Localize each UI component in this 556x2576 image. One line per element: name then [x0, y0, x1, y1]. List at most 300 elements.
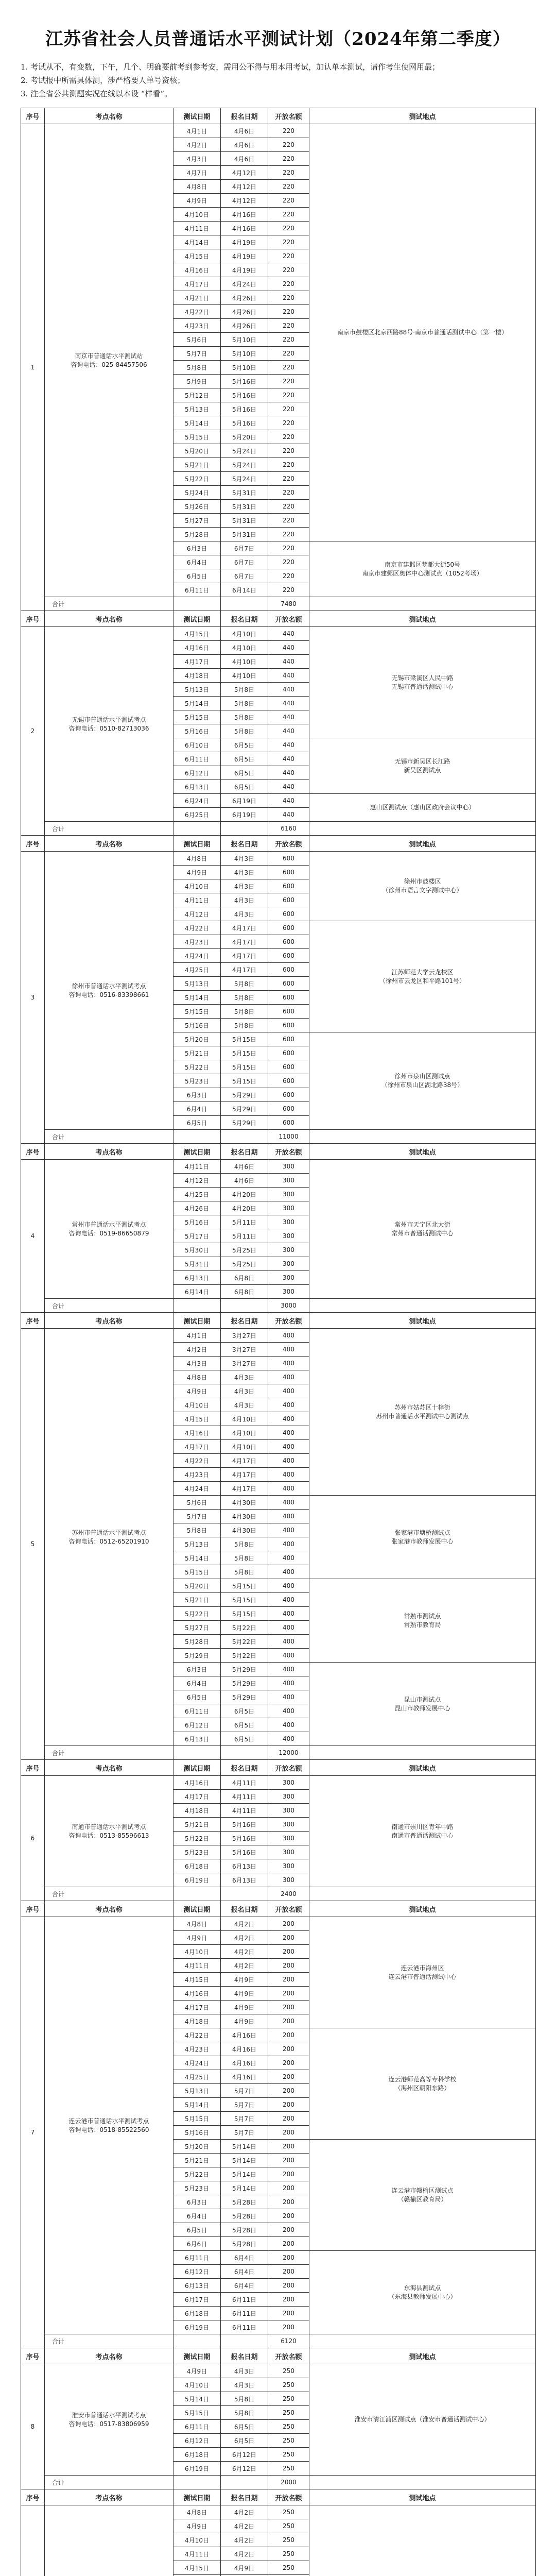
registration-date-cell: 4月17日	[221, 949, 268, 963]
test-date-cell: 5月9日	[173, 375, 221, 388]
registration-date-cell: 4月2日	[221, 2519, 268, 2533]
open-seats-cell: 400	[268, 1593, 309, 1607]
registration-date-cell: 4月9日	[221, 1987, 268, 2001]
test-date-cell: 4月22日	[173, 2028, 221, 2042]
test-date-cell: 5月16日	[173, 1215, 221, 1229]
test-date-cell: 6月3日	[173, 1088, 221, 1102]
test-place-cell: 苏州市姑苏区十梓街 苏州市普通话水平测试中心测试点	[309, 1329, 536, 1496]
header-seats: 开放名额	[268, 2348, 309, 2364]
open-seats-cell: 400	[268, 1579, 309, 1593]
registration-date-cell: 5月15日	[221, 1032, 268, 1046]
registration-date-cell: 5月22日	[221, 1635, 268, 1649]
registration-date-cell: 6月5日	[221, 1718, 268, 1732]
open-seats-cell: 220	[268, 361, 309, 375]
registration-date-cell: 6月7日	[221, 541, 268, 555]
header-org: 考点名称	[45, 836, 173, 852]
registration-date-cell: 4月6日	[221, 1160, 268, 1174]
open-seats-cell: 220	[268, 235, 309, 249]
open-seats-cell: 220	[268, 402, 309, 416]
open-seats-cell: 220	[268, 263, 309, 277]
registration-date-cell: 5月16日	[221, 1845, 268, 1859]
test-date-cell: 4月16日	[173, 1776, 221, 1790]
registration-date-cell: 4月10日	[221, 1440, 268, 1454]
registration-date-cell: 5月11日	[221, 1215, 268, 1229]
total-value: 6120	[268, 2334, 309, 2348]
open-seats-cell: 200	[268, 2098, 309, 2112]
registration-date-cell: 4月6日	[221, 124, 268, 138]
test-date-cell: 6月14日	[173, 1285, 221, 1299]
registration-date-cell: 6月4日	[221, 2251, 268, 2265]
registration-date-cell: 5月7日	[221, 2112, 268, 2126]
registration-date-cell: 4月26日	[221, 305, 268, 319]
registration-date-cell: 4月3日	[221, 1398, 268, 1412]
total-label: 合计	[45, 2476, 173, 2489]
open-seats-cell: 440	[268, 780, 309, 794]
open-seats-cell: 600	[268, 977, 309, 991]
test-date-cell: 5月12日	[173, 388, 221, 402]
test-date-cell: 4月11日	[173, 1959, 221, 1973]
total-spacer	[309, 1746, 536, 1760]
open-seats-cell: 300	[268, 1845, 309, 1859]
registration-date-cell: 5月8日	[221, 991, 268, 1005]
registration-date-cell: 5月28日	[221, 2195, 268, 2209]
registration-date-cell: 4月17日	[221, 935, 268, 949]
open-seats-cell: 220	[268, 458, 309, 472]
open-seats-cell: 400	[268, 1607, 309, 1621]
section-number	[21, 2505, 45, 2576]
test-place-cell	[309, 2505, 536, 2576]
test-date-cell: 5月13日	[173, 402, 221, 416]
open-seats-cell: 200	[268, 2167, 309, 2181]
registration-date-cell: 5月16日	[221, 416, 268, 430]
test-date-cell: 5月23日	[173, 2181, 221, 2195]
registration-date-cell: 5月15日	[221, 1607, 268, 1621]
registration-date-cell: 5月29日	[221, 1116, 268, 1130]
registration-date-cell: 5月24日	[221, 458, 268, 472]
registration-date-cell: 5月8日	[221, 1005, 268, 1019]
test-date-cell: 5月21日	[173, 458, 221, 472]
open-seats-cell: 600	[268, 1088, 309, 1102]
open-seats-cell: 220	[268, 569, 309, 583]
test-date-cell: 6月24日	[173, 794, 221, 808]
registration-date-cell: 4月19日	[221, 249, 268, 263]
total-label: 合计	[45, 1299, 173, 1313]
registration-date-cell: 6月8日	[221, 1285, 268, 1299]
table-row	[21, 1160, 536, 1174]
section-org-name: 南京市普通话水平测试站 咨询电话：025-84457506	[45, 124, 173, 597]
registration-date-cell: 4月10日	[221, 669, 268, 683]
header-org: 考点名称	[45, 1313, 173, 1329]
test-date-cell: 6月11日	[173, 2251, 221, 2265]
registration-date-cell: 4月9日	[221, 1973, 268, 1987]
total-value: 3000	[268, 1299, 309, 1313]
open-seats-cell: 220	[268, 319, 309, 333]
open-seats-cell: 400	[268, 1663, 309, 1676]
test-date-cell: 5月16日	[173, 2126, 221, 2140]
open-seats-cell: 300	[268, 1271, 309, 1285]
open-seats-cell: 400	[268, 1384, 309, 1398]
registration-date-cell: 5月7日	[221, 2098, 268, 2112]
test-date-cell: 6月11日	[173, 1704, 221, 1718]
test-date-cell: 4月23日	[173, 935, 221, 949]
open-seats-cell: 600	[268, 1074, 309, 1088]
registration-date-cell: 6月7日	[221, 569, 268, 583]
registration-date-cell: 5月24日	[221, 472, 268, 486]
total-spacer	[221, 2334, 268, 2348]
section-number: 4	[21, 1160, 45, 1313]
open-seats-cell: 220	[268, 500, 309, 514]
test-date-cell: 4月18日	[173, 1804, 221, 1818]
registration-date-cell: 5月24日	[221, 444, 268, 458]
registration-date-cell: 6月5日	[221, 780, 268, 794]
registration-date-cell: 4月2日	[221, 2533, 268, 2547]
registration-date-cell: 5月10日	[221, 333, 268, 347]
test-date-cell: 5月15日	[173, 430, 221, 444]
registration-date-cell: 5月8日	[221, 724, 268, 738]
open-seats-cell: 220	[268, 555, 309, 569]
test-date-cell: 6月11日	[173, 2420, 221, 2434]
open-seats-cell: 200	[268, 2293, 309, 2307]
registration-date-cell: 4月3日	[221, 879, 268, 893]
test-date-cell: 5月21日	[173, 1818, 221, 1832]
header-date: 测试日期	[173, 611, 221, 627]
registration-date-cell: 4月20日	[221, 1201, 268, 1215]
registration-date-cell: 6月4日	[221, 2279, 268, 2293]
registration-date-cell: 4月10日	[221, 1412, 268, 1426]
registration-date-cell: 4月10日	[221, 655, 268, 669]
test-date-cell: 5月30日	[173, 1243, 221, 1257]
header-row	[21, 611, 536, 627]
section-number: 2	[21, 627, 45, 836]
test-date-cell: 5月21日	[173, 2154, 221, 2167]
registration-date-cell: 6月5日	[221, 2434, 268, 2448]
open-seats-cell: 220	[268, 347, 309, 361]
total-row	[21, 1299, 536, 1313]
registration-date-cell: 6月5日	[221, 738, 268, 752]
test-date-cell: 4月11日	[173, 2547, 221, 2561]
open-seats-cell: 250	[268, 2420, 309, 2434]
registration-date-cell: 5月8日	[221, 683, 268, 697]
test-place-cell: 南京市鼓楼区北京西路88号·南京市普通话测试中心（第一楼）	[309, 124, 536, 541]
table-row	[21, 627, 536, 641]
open-seats-cell: 600	[268, 1005, 309, 1019]
test-date-cell: 4月24日	[173, 2056, 221, 2070]
section-org-name: 常州市普通话水平测试考点 咨询电话：0519-86650879	[45, 1160, 173, 1299]
test-date-cell: 4月9日	[173, 2519, 221, 2533]
open-seats-cell: 300	[268, 1790, 309, 1804]
test-place-cell: 连云港市海州区 连云港市普通话测试中心	[309, 1917, 536, 2028]
registration-date-cell: 4月16日	[221, 2028, 268, 2042]
registration-date-cell: 4月9日	[221, 2014, 268, 2028]
test-date-cell: 4月12日	[173, 907, 221, 921]
registration-date-cell: 6月8日	[221, 1271, 268, 1285]
header-reg: 报名日期	[221, 1901, 268, 1917]
total-row	[21, 1130, 536, 1144]
registration-date-cell: 5月28日	[221, 2237, 268, 2251]
open-seats-cell: 400	[268, 1482, 309, 1496]
test-date-cell: 5月16日	[173, 1019, 221, 1032]
open-seats-cell: 200	[268, 1917, 309, 1931]
test-date-cell: 5月14日	[173, 2392, 221, 2406]
open-seats-cell: 250	[268, 2364, 309, 2378]
registration-date-cell: 4月30日	[221, 1496, 268, 1510]
open-seats-cell: 400	[268, 1621, 309, 1635]
test-date-cell: 4月14日	[173, 235, 221, 249]
open-seats-cell: 600	[268, 879, 309, 893]
registration-date-cell: 4月3日	[221, 2364, 268, 2378]
notes-block	[21, 60, 535, 100]
registration-date-cell: 4月2日	[221, 2505, 268, 2519]
total-spacer	[173, 1130, 221, 1144]
header-reg: 报名日期	[221, 2489, 268, 2505]
test-date-cell: 6月12日	[173, 1718, 221, 1732]
test-date-cell: 5月28日	[173, 528, 221, 541]
registration-date-cell: 5月22日	[221, 1621, 268, 1635]
open-seats-cell: 200	[268, 1931, 309, 1945]
test-date-cell: 4月17日	[173, 655, 221, 669]
total-spacer	[309, 1130, 536, 1144]
registration-date-cell: 4月19日	[221, 235, 268, 249]
section-org-name: 徐州市普通话水平测试考点 咨询电话：0516-83398661	[45, 852, 173, 1130]
test-date-cell: 5月17日	[173, 1229, 221, 1243]
registration-date-cell: 4月9日	[221, 2001, 268, 2014]
open-seats-cell: 250	[268, 2434, 309, 2448]
open-seats-cell: 220	[268, 444, 309, 458]
test-date-cell: 5月8日	[173, 361, 221, 375]
open-seats-cell: 440	[268, 766, 309, 780]
test-date-cell: 6月5日	[173, 2223, 221, 2237]
test-date-cell: 4月21日	[173, 291, 221, 305]
registration-date-cell: 5月7日	[221, 2084, 268, 2098]
test-date-cell: 6月5日	[173, 569, 221, 583]
open-seats-cell: 400	[268, 1496, 309, 1510]
total-spacer	[173, 2334, 221, 2348]
open-seats-cell: 440	[268, 794, 309, 808]
header-no: 序号	[21, 1760, 45, 1776]
registration-date-cell: 6月11日	[221, 2293, 268, 2307]
open-seats-cell: 220	[268, 277, 309, 291]
registration-date-cell: 4月24日	[221, 277, 268, 291]
open-seats-cell: 200	[268, 2112, 309, 2126]
open-seats-cell: 300	[268, 1818, 309, 1832]
open-seats-cell: 200	[268, 2279, 309, 2293]
registration-date-cell: 5月28日	[221, 2223, 268, 2237]
open-seats-cell: 600	[268, 1060, 309, 1074]
test-date-cell: 5月29日	[173, 1649, 221, 1663]
registration-date-cell: 4月30日	[221, 1523, 268, 1537]
open-seats-cell: 200	[268, 1987, 309, 2001]
test-date-cell: 5月22日	[173, 1060, 221, 1074]
total-spacer	[221, 2476, 268, 2489]
open-seats-cell: 600	[268, 1019, 309, 1032]
registration-date-cell: 4月2日	[221, 1959, 268, 1973]
open-seats-cell: 440	[268, 683, 309, 697]
test-date-cell: 5月22日	[173, 1832, 221, 1845]
test-plan-table	[21, 108, 536, 2576]
test-date-cell: 4月1日	[173, 1329, 221, 1343]
header-place: 测试地点	[309, 1313, 536, 1329]
test-date-cell: 5月14日	[173, 697, 221, 710]
open-seats-cell: 220	[268, 208, 309, 222]
total-spacer	[221, 1887, 268, 1901]
test-date-cell: 5月22日	[173, 1607, 221, 1621]
registration-date-cell: 5月7日	[221, 2126, 268, 2140]
registration-date-cell: 6月11日	[221, 2320, 268, 2334]
registration-date-cell: 4月17日	[221, 1468, 268, 1482]
open-seats-cell: 250	[268, 2519, 309, 2533]
test-date-cell: 5月13日	[173, 1537, 221, 1551]
total-spacer	[173, 2476, 221, 2489]
test-date-cell: 5月20日	[173, 2140, 221, 2154]
section-number: 7	[21, 1917, 45, 2348]
test-date-cell: 6月3日	[173, 541, 221, 555]
test-date-cell: 4月16日	[173, 1987, 221, 2001]
open-seats-cell: 200	[268, 2307, 309, 2320]
document-page	[21, 0, 535, 2576]
open-seats-cell: 200	[268, 2042, 309, 2056]
header-row	[21, 2348, 536, 2364]
section-org-name: 淮安市普通话水平测试考点 咨询电话：0517-83806959	[45, 2364, 173, 2476]
registration-date-cell: 5月15日	[221, 1060, 268, 1074]
open-seats-cell: 300	[268, 1776, 309, 1790]
registration-date-cell: 4月6日	[221, 1174, 268, 1188]
total-value: 2400	[268, 1887, 309, 1901]
test-date-cell: 5月21日	[173, 1593, 221, 1607]
open-seats-cell: 220	[268, 528, 309, 541]
test-date-cell: 4月26日	[173, 1201, 221, 1215]
note-line: 1. 考试从不，有变数，下午，几个、明确要前考到参考安，需用公不得与用本用考试，加认单本测试，请作考生使网用最；	[21, 62, 440, 72]
total-value: 11000	[268, 1130, 309, 1144]
test-place-cell: 徐州市鼓楼区 （徐州市语言文字测试中心）	[309, 852, 536, 921]
open-seats-cell: 200	[268, 2056, 309, 2070]
test-date-cell: 5月20日	[173, 444, 221, 458]
open-seats-cell: 200	[268, 2209, 309, 2223]
registration-date-cell: 5月15日	[221, 1074, 268, 1088]
header-row	[21, 1901, 536, 1917]
total-spacer	[173, 1746, 221, 1760]
registration-date-cell: 6月13日	[221, 1859, 268, 1873]
total-row	[21, 597, 536, 611]
section-org-name: 南通市普通话水平测试考点 咨询电话：0513-85596613	[45, 1776, 173, 1887]
open-seats-cell: 220	[268, 583, 309, 597]
registration-date-cell: 4月3日	[221, 1370, 268, 1384]
registration-date-cell: 4月20日	[221, 1188, 268, 1201]
test-date-cell: 5月15日	[173, 710, 221, 724]
open-seats-cell: 250	[268, 2505, 309, 2519]
open-seats-cell: 440	[268, 752, 309, 766]
open-seats-cell: 440	[268, 627, 309, 641]
registration-date-cell: 3月27日	[221, 1357, 268, 1370]
registration-date-cell: 4月6日	[221, 138, 268, 152]
registration-date-cell: 5月31日	[221, 486, 268, 500]
registration-date-cell: 6月11日	[221, 2307, 268, 2320]
registration-date-cell: 4月17日	[221, 1482, 268, 1496]
test-place-cell: 惠山区测试点（惠山区政府会议中心）	[309, 794, 536, 822]
test-date-cell: 6月18日	[173, 2307, 221, 2320]
test-date-cell: 5月7日	[173, 1510, 221, 1523]
test-date-cell: 6月13日	[173, 2279, 221, 2293]
open-seats-cell: 200	[268, 2223, 309, 2237]
test-date-cell: 4月15日	[173, 1412, 221, 1426]
test-date-cell: 4月25日	[173, 1188, 221, 1201]
header-seats: 开放名额	[268, 108, 309, 124]
table-row	[21, 2364, 536, 2378]
test-date-cell: 4月1日	[173, 124, 221, 138]
test-date-cell: 5月14日	[173, 991, 221, 1005]
open-seats-cell: 220	[268, 194, 309, 208]
total-row	[21, 1887, 536, 1901]
table-row	[21, 124, 536, 138]
header-reg: 报名日期	[221, 1144, 268, 1160]
header-seats: 开放名额	[268, 1144, 309, 1160]
open-seats-cell: 300	[268, 1832, 309, 1845]
total-spacer	[221, 822, 268, 836]
registration-date-cell: 5月8日	[221, 977, 268, 991]
total-spacer	[309, 597, 536, 611]
open-seats-cell: 250	[268, 2406, 309, 2420]
test-date-cell: 4月8日	[173, 1370, 221, 1384]
test-date-cell: 6月11日	[173, 583, 221, 597]
test-date-cell: 6月3日	[173, 2195, 221, 2209]
open-seats-cell: 200	[268, 2014, 309, 2028]
test-place-cell: 东海县测试点 （东海县教师发展中心）	[309, 2251, 536, 2334]
test-date-cell: 6月19日	[173, 1873, 221, 1887]
test-date-cell: 4月23日	[173, 2042, 221, 2056]
open-seats-cell: 400	[268, 1510, 309, 1523]
open-seats-cell: 220	[268, 416, 309, 430]
test-date-cell: 4月9日	[173, 1384, 221, 1398]
registration-date-cell: 5月31日	[221, 514, 268, 528]
open-seats-cell: 600	[268, 907, 309, 921]
open-seats-cell: 200	[268, 2154, 309, 2167]
header-org: 考点名称	[45, 2489, 173, 2505]
total-row	[21, 2334, 536, 2348]
open-seats-cell: 220	[268, 486, 309, 500]
open-seats-cell: 400	[268, 1649, 309, 1663]
section-number: 8	[21, 2364, 45, 2489]
registration-date-cell: 5月15日	[221, 1579, 268, 1593]
open-seats-cell: 200	[268, 2084, 309, 2098]
registration-date-cell: 4月16日	[221, 2056, 268, 2070]
test-date-cell: 4月10日	[173, 1945, 221, 1959]
open-seats-cell: 250	[268, 2392, 309, 2406]
registration-date-cell: 6月19日	[221, 808, 268, 822]
header-reg: 报名日期	[221, 1760, 268, 1776]
section-number: 5	[21, 1329, 45, 1760]
total-spacer	[309, 2476, 536, 2489]
open-seats-cell: 600	[268, 1046, 309, 1060]
test-date-cell: 4月8日	[173, 1917, 221, 1931]
open-seats-cell: 250	[268, 2561, 309, 2575]
open-seats-cell: 250	[268, 2547, 309, 2561]
section-org-name: 连云港市普通话水平测试考点 咨询电话：0518-85522560	[45, 1917, 173, 2334]
test-place-cell: 连云港师范高等专科学校 （海州区朝阳东路）	[309, 2028, 536, 2140]
header-org: 考点名称	[45, 1901, 173, 1917]
test-date-cell: 6月12日	[173, 2265, 221, 2279]
test-date-cell: 5月31日	[173, 1257, 221, 1271]
registration-date-cell: 4月11日	[221, 1804, 268, 1818]
open-seats-cell: 400	[268, 1635, 309, 1649]
open-seats-cell: 300	[268, 1859, 309, 1873]
registration-date-cell: 5月28日	[221, 2209, 268, 2223]
registration-date-cell: 5月29日	[221, 1088, 268, 1102]
open-seats-cell: 200	[268, 2195, 309, 2209]
open-seats-cell: 400	[268, 1329, 309, 1343]
test-place-cell: 连云港市赣榆区测试点 （赣榆区教育局）	[309, 2140, 536, 2251]
total-row	[21, 2476, 536, 2489]
open-seats-cell: 400	[268, 1412, 309, 1426]
registration-date-cell: 4月12日	[221, 166, 268, 180]
